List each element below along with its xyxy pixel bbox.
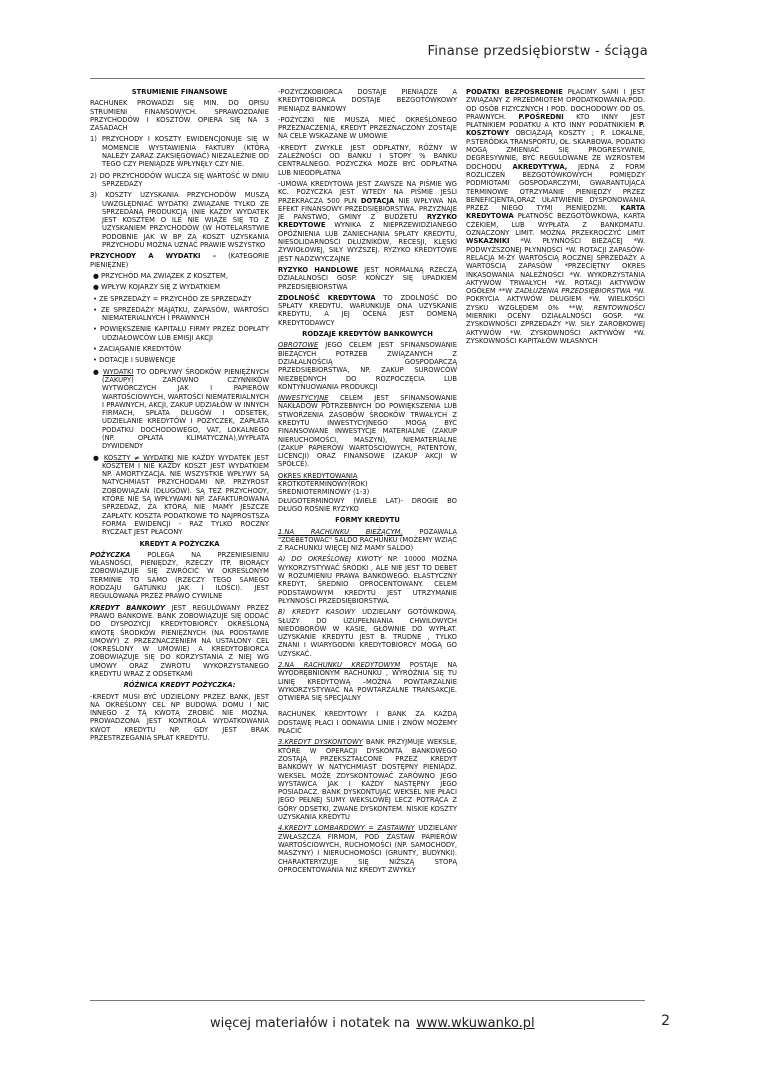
term: WYDATKI bbox=[102, 367, 134, 376]
heading-rodzaje-kredytow: RODZAJE KREDYTÓW BANKOWYCH bbox=[302, 330, 433, 339]
bullet-item: ● PRZYCHÓD MA ZWIĄZEK Z KOSZTEM, bbox=[93, 271, 228, 280]
term: A) DO OKREŚLONEJ KWOTY bbox=[278, 555, 382, 564]
paragraph: -POŻYCZKOBIORCA DOSTAJE PIENIĄDZE A KREDYTOBIORCA DOSTAJE BEZGOTÓWKOWY PIENIĄDZ BANKOWY bbox=[278, 88, 457, 113]
text: UDZIELANY GOTÓWKOWĄ. SŁUŻY DO UZUPEŁNIANIA CHWILOWYCH NIEDOBORÓW W KASIE, GŁÓWNIE DO WYPŁAT. UZYSKANIE KREDYTU JEST B. TRUDNE , TYLKO ZNANI I WIARYGODNI KREDYTOBIORCY MOGĄ GO UZYSKAĆ. bbox=[278, 608, 457, 658]
numbered-item: 1) PRZYCHODY I KOSZTY EWIDENCJONUJE SIĘ W MOMENCIE WYSTAWIENIA FAKTURY (KTÓRĄ NALEŻY ZARAZ ZAKSIĘGOWAĆ) NIEZALEŻNIE OD TEGO CZY PIENIĄDZE WPŁYNĘŁY CZY NIE. bbox=[90, 135, 269, 169]
text: JEDNA Z FORM ROZLICZEŃ BEZGOTÓWKOWYCH POMIĘDZY PODMIOTAMI GOSPODARCZYMI, GWARANTUJĄCA TERMINOWE OTRZYMANIE PIENIĘDZY PRZEZ BENEFICJENTA,ORAZ UŁATWIENIE DYSPONOWANIA PRZEZ NIEGO TYMI PIENIĘDZMI. bbox=[466, 162, 645, 213]
term: PRZYCHODY A WYDATKI – bbox=[90, 252, 217, 261]
paragraph-umowa-dotacja-ryzyko bbox=[278, 180, 457, 263]
term: 4.KREDYT LOMBARDOWY = ZASTAWNY bbox=[278, 824, 415, 833]
footer bbox=[210, 1016, 535, 1031]
page-number: 2 bbox=[661, 1013, 670, 1029]
bullet-item: • POWIĘKSZENIE KAPITAŁU FIRMY PRZEZ DOPŁATY UDZIAŁOWCÓW LUB EMISJI AKCJI bbox=[93, 325, 269, 342]
text: TO ZDOLNOŚĆ DO SPŁATY KREDYTU. WARUNKUJE ONA UZYSKANIE KREDYTU, A JEJ OCENA JEST DOMENĄ KREDYTODAWCY bbox=[278, 293, 457, 327]
page-header-title: Finanse przedsiębiorstw - ściąga bbox=[427, 44, 648, 59]
term: 1.NA RACHUNKU BIEŻĄCYM, bbox=[278, 527, 403, 536]
text: POSTAJE NA WYODRĘBNIONYM RACHUNKU , WYRÓŻNIA SIĘ TU LINIĘ KREDYTOWĄ –MOŻNA POWTARZALNIE WYKORZYSTYWAĆ NA POWTARZALNE TRANSAKCJE. OTWIERA SIĘ SPECJALNY bbox=[278, 661, 457, 703]
list-item: KRÓTKOTERMINOWY(ROK) bbox=[278, 480, 368, 489]
paragraph: RACHUNEK KREDYTOWY I BANK ZA KAŻDĄ DOSTAWĘ PŁACI I ODNAWIA LINIE I ZNÓW MOŻEMY PŁACIĆ bbox=[278, 710, 457, 736]
text: *W. PŁYNNOŚCI BIEŻĄCEJ *W. PODWYŻSZONEJ PŁYNNOŚCI *W. ROTACJI ZAPASÓW-RELACJA M-ŻY WARTOŚCIĄ ROCZNEJ SPRZEDAŻY A WARTOŚCIĄ ZAPASÓW *PRZECIĘTNY OKRES INKASOWANIA NALEŻNOŚCI *W. WYKORZYSTANIA AKTYWÓW TRWAŁYCH *W. ROTACJI AKTYWÓW OGÓŁEM **W bbox=[466, 237, 645, 296]
text: KTO INNY JEST PŁATNIKIEM PODATKU A KTO INNY PODATNIKIEM bbox=[466, 112, 645, 130]
term: P. KOSZTOWY bbox=[466, 121, 645, 138]
term: RENTOWNOŚCI bbox=[593, 303, 645, 312]
paragraph-okres bbox=[278, 472, 457, 480]
term: 2.NA RACHUNKU KREDYTOWYM bbox=[278, 661, 401, 669]
numbered-item: 3) KOSZTY UZYSKANIA PRZYCHODÓW MUSZĄ UWZGLĘDNIAĆ WYDATKI ZWIĄZANE TYLKO ZE SPRZEDANĄ PRODUKCJĄ (NIE KAŻDY WYDATEK JEST KOSZTEM O ILE NIE WIĄŻE SIĘ TO Z UZYSKANIEM PRZYCHODÓW (W HOTELARSTWIE PODOBNIE JAK W BP ZA KOSZT UZYSKANIA PRZYCHODU MOŻNA UZNAĆ PRAWIE WSZYSTKO bbox=[90, 191, 269, 250]
paragraph: RACHUNEK PROWADZI SIĘ MIN. DO OPISU STRUMIENI FINANSOWYCH. SPRAWOZDANIE PRZYCHODÓW I KOSZTÓW OPIERA SIĘ NA 3 ZASADACH bbox=[90, 99, 269, 133]
text: UDZIELANY ZWŁASZCZA FIRMOM, POD ZASTAW PAPIERÓW WARTOŚCIOWYCH, RUCHOMOŚCI (NP. SAMOCHODY, MASZYNY) I NIERUCHOMOŚCI (GRUNTY, BUDYNKI). CHARAKTERYZUJE SIĘ NIŻSZĄ STOPĄ OPROCENTOWANIA NIŻ KREDYT ZWYKŁY bbox=[278, 824, 457, 874]
text: JEST REGULOWANY PRZEZ PRAWO BANKOWE. BANK ZOBOWIĄZUJE SIĘ ODDAĆ DO DYSPOZYCJI KREDYTOBIORCY OKREŚLONĄ KWOTĘ ŚRODKÓW PIENIĘŻNYCH (NA PODSTAWIE UMOWY) Z PRZEZNACZENIEM NA USTALONY CEL (OKREŚLONY W UMOWIE) A KREDYTOBIORCA ZOBOWIĄZUJE SIĘ DO KORZYSTANIA Z NIEJ WG UMOWY ORAZ ZWROTU WYKORZYSTANEGO KREDYTU WRAZ Z ODSETKAMI bbox=[90, 603, 269, 678]
text: JEST NORMALNĄ RZECZĄ DZIAŁALNOŚCI GOSP. KOŃCZY SIĘ UPADKIEM PRZEDSIĘBIORSTWA bbox=[278, 265, 457, 291]
list-item: ŚREDNIOTERMINOWY (1-3) bbox=[278, 488, 370, 497]
term: 3.KREDYT DYSKONTOWY bbox=[278, 738, 363, 747]
text: TO ODPŁYWY ŚRODKÓW PIENIĘŻNYCH (ZAKUPY) ZARÓWNO CZYNNIKÓW WYTWÓRCZYCH JAK I PAPIERÓW WARTOŚCIOWYCH, WARTOŚCI NIEMATERIALNYCH I PRAWNYCH, AKCJI, ZAKUP UDZIAŁÓW W INNYCH FIRMACH, SPŁATA DŁUGÓW I ODSETEK, UDZIELANIE KREDYTÓW I POŻYCZEK, ZAPŁATA PODATKU DOCHODOWEGO, VAT, LOKALNEGO (NP. OPŁATA KLIMATYCZNA),WYPŁATA DYWIDENDY bbox=[102, 367, 269, 451]
term: WSKAZNIKI bbox=[466, 237, 510, 246]
term: KREDYT BANKOWY bbox=[90, 603, 166, 612]
footer-text: więcej materiałów i notatek na bbox=[210, 1016, 411, 1031]
text: NIE KAŻDY WYDATEK JEST KOSZTEM I NIE KAŻDY KOSZT JEST WYDATKIEM NP. AMORTYZACJA. NIE WSZYSTKIE WPŁYWY SĄ NATYCHMIAST PRZYCHODAMI NP. PRZYROST ZOBOWIĄZAŃ (DŁUGÓW). SĄ TEŻ PRZYCHODY, KTÓRE NIE SĄ WPŁYWAMI NP. ZAFAKTUROWANA SPRZEDAŻ, ZA KTÓRĄ NIE MAMY JESZCZE ZAPŁATY. KOSZTA PODATKOWE TO NAJPROSTSZA FORMA EWIDENCJI - RAZ TYLKO ROCZNY RYCZAŁT JEST PŁACONY bbox=[102, 453, 269, 537]
paragraph: -POŻYCZKI NIE MUSZĄ MIEĆ OKREŚLONEGO PRZEZNACZENIA, KREDYT PRZEZNACZONY ZOSTAJE NA CELE WSKAZANE W UMOWIE bbox=[278, 115, 457, 141]
term: OBROTOWE bbox=[278, 341, 319, 350]
paragraph-okreslona-kwota bbox=[278, 555, 457, 605]
bullet-item-koszty bbox=[90, 454, 269, 537]
term: AKREDYTYWA, bbox=[512, 162, 568, 171]
term: P.POŚREDNI bbox=[518, 112, 564, 121]
heading-roznica: RÓŻNICA KREDYT POŻYCZKA: bbox=[123, 681, 236, 690]
paragraph-inwestycyjne bbox=[278, 394, 457, 469]
term: ZDOLNOŚĆ KREDYTOWA bbox=[278, 293, 376, 302]
paragraph-rachunek-biezacy bbox=[278, 528, 457, 553]
bullet-item: • ZACIĄGANIE KREDYTÓW bbox=[93, 345, 182, 354]
list-item: DŁUGOTERMINOWY (WIELE LAT)- DROGIE BO DŁUGO ROŚNIE RYZYKO bbox=[278, 496, 457, 513]
heading-formy-kredytu: FORMY KREDYTU bbox=[335, 516, 400, 525]
text: (KATEGORIE PIENIĘŻNE) bbox=[90, 252, 269, 269]
term: RYZYKO HANDLOWE bbox=[278, 265, 359, 274]
bullet-item: • DOTACJE I SUBWENCJE bbox=[93, 356, 176, 365]
bullet-mark: ● bbox=[93, 453, 104, 462]
paragraph: -KREDYT ZWYKLE JEST ODPŁATNY, RÓŻNY W ZALEŻNOŚCI OD BANKU I STOPY % BANKU CENTRALNEGO. POŻYCZKA MOŻE BYĆ ODPŁATNA LUB NIEODPŁATNA bbox=[278, 143, 457, 177]
text: *W. POKRYCIA AKTYWÓW DŁUGIEM *W. WIELKOŚCI ZYSKU WZGLĘDEM 0% **W. bbox=[466, 287, 645, 312]
text: NIE WPŁYWA NA EFEKT FINANSOWY PRZEDSIĘBIORSTWA. PRZYZNAJE JE PAŃSTWO, GMINY Z BUDŻETU bbox=[278, 196, 457, 222]
paragraph-podatki-wskazniki bbox=[466, 88, 645, 345]
content-columns bbox=[90, 88, 646, 993]
heading-strumienie: STRUMIENIE FINANSOWE bbox=[131, 88, 228, 96]
heading-kredyt-pozyczka: KREDYT A POŻYCZKA bbox=[139, 539, 220, 548]
header-divider bbox=[90, 78, 645, 79]
text: CELEM JEST SFINANSOWANIE NAKŁADÓW POTRZEBNYCH DO POWIĘKSZENIA LUB STWORZENIA ZASOBÓW ŚRODKÓW TRWAŁYCH Z KREDYTU INWESTYCYJNEGO MOGĄ BYĆ FINANSOWANE INWESTYCJE MATERIALNE (ZAKUP NIERUCHOMOŚCI, MASZYN), NIEMATERIALNE (ZAKUP PAPIERÓW WARTOŚCIOWYCH, PATENTÓW, LICENCJI) ORAZ FINANSOWE (ZAKUP AKCJI W SPÓŁCE). bbox=[278, 394, 457, 469]
term: B) KREDYT KASOWY bbox=[278, 608, 356, 617]
text: JEGO CELEM JEST SFINANSOWANIE BIEŻĄCYCH POTRZEB ZWIĄZANYCH Z DZIAŁALNOŚCIĄ GOSPODARCZĄ PRZEDSIĘBIORSTWA, NP. ZAKUP SUROWCÓW NIEZBĘDNYCH DO ROZPOCZĘCIA LUB KONTYNUOWANIA PRODUKCJI bbox=[278, 341, 457, 391]
text: PŁATNOŚĆ BEZGOTÓWKOWA, KARTA CZEKIEM, LUB WYPŁATA Z BANKOMATU. OZNACZONY LIMIT. MOŻNA PRZEKROCZYĆ LIMIT bbox=[466, 212, 645, 238]
text: OBCIĄŻAJĄ KOSZTY ; P. LOKALNE, P.STERÓDKA TRANSPORTU, OŁ. SKARBOWA. PODATKI MOGĄ ZMIENIAĆ SIĘ PROGRESYWNIE, DEGRESYWNIE, BYĆ REGULOWANE ZE WZROSTEM DOCHODU bbox=[466, 129, 645, 171]
column-middle bbox=[278, 88, 457, 993]
paragraph: -KREDYT MUSI BYĆ UDZIELONY PRZEZ BANK, JEST NA OKREŚLONY CEL NP BUDOWA DOMU I NIC INNEGO Z TĄ KWOTĄ ZROBIĆ NIE MOŻNA. PROWADZONA JEST KONTROLA WYDATKOWANIA KWOT KREDYTU NP. GDY JEST BRAK PRZESTRZEGANIA SPŁAT KREDYTU. bbox=[90, 692, 269, 743]
bullet-item: ● WPŁYW KOJARZY SIĘ Z WYDATKIEM bbox=[93, 283, 221, 292]
text: POZAWALA "ZDEBETOWAĆ" SALDO RACHUNKU (MOŻEMY WZIĄĆ Z RACHUNKU WIĘCEJ NIŻ MAMY SALDO) bbox=[278, 527, 457, 553]
bullet-item: • ZE SPRZEDAŻY = PRZYCHÓD ZE SPRZEDAŻY bbox=[93, 294, 252, 303]
text: NP. 10000 MOŻNA WYKORZYSTYWAĆ ŚRODKI , ALE NIE JEST TO DEBET W ROZUMIENIU PRAWA BANKOWEGO. ELASTYCZNY KREDYT, ŚREDNIO OPROCENTOWANY. CELEM PODSTAWOWYM KREDYTU JEST UTRZYMANIE PŁYNNOŚCI PRZEDSIĘBIORSTWA. bbox=[278, 555, 457, 605]
paragraph-dyskontowy bbox=[278, 738, 457, 821]
text: PŁACIMY SAMI I JEST ZWIĄZANY Z PRZEDMIOTEM OPODATKOWANIA:POD. OD OSÓB FIZYCZNYCH I POD. DOCHODOWY OD OS. PRAWNYCH. bbox=[466, 88, 645, 121]
bullet-item: • ZE SPRZEDAŻY MAJĄTKU, ZAPASÓW, WARTOŚCI NIEMATERIALNYCH I PRAWNYCH bbox=[93, 305, 269, 323]
paragraph-kredyt-kasowy bbox=[278, 608, 457, 658]
column-left bbox=[90, 88, 269, 993]
term: KARTA KREDYTOWA bbox=[466, 204, 645, 221]
text: POLEGA NA PRZENIESIENIU WŁASNOŚCI, PIENIĘDZY, RZECZY ITP. BIORĄCY ZOBOWIĄZUJE SIĘ ZWRÓCIĆ W OKREŚLONYM TERMINIE TO SAMO (RZECZY TEGO SAMEGO RODZAJU GATUNKU JAK I ILOŚCI). JEST REGULOWANA PRZEZ PRAWO CYWILNE bbox=[90, 550, 269, 601]
bullet-item-wydatki bbox=[90, 368, 269, 451]
text: MIERNIKI OCENY DZIAŁALNOŚCI GOSP. *W. ZYSKOWNOŚCI ZPRZEDAŻY *W. SIŁY ZAROBKOWEJ AKTYWÓW *W. ZYSKOWNOŚCI AKTYWÓW *W. ZYSKOWNOŚCI KAPITAŁÓW WŁASNYCH bbox=[466, 312, 645, 345]
paragraph-lombardowy bbox=[278, 824, 457, 874]
footer-link[interactable]: www.wkuwanko.pl bbox=[416, 1016, 535, 1031]
term: RYZYKO KREDYTOWE bbox=[278, 213, 457, 230]
paragraph-rachunek-kredytowy bbox=[278, 661, 457, 702]
footer-divider bbox=[90, 1000, 645, 1001]
term: OKRES bbox=[278, 471, 301, 480]
paragraph-kredyt-bankowy bbox=[90, 604, 269, 679]
bullet-mark: ● bbox=[93, 367, 103, 376]
text: KREDYTOWANIA bbox=[300, 471, 358, 480]
text: -UMOWA KREDYTOWA JEST ZAWSZE NA PIŚMIE WG KC. POŻYCZKA JEST WTEDY NA PIŚMIE JEŚLI PRZEKRACZA 500 PLN bbox=[278, 179, 457, 205]
text: WYNIKA Z NIEPRZEWIDZIANEGO OPÓŹNIENIA LUB ZANIECHANIA SPŁATY KREDYTU, NIESOLIDARNOŚCI DŁUŻNIKÓW, RECESJI, KLĘSKI ŻYWIOŁOWEJ, SIŁY WYŻSZEJ. RYZYKO KREDYTOWE JEST NADZWYCZAJNE bbox=[278, 221, 457, 263]
term: KOSZTY ≠ WYDATKI bbox=[103, 453, 174, 462]
paragraph-obrotowe bbox=[278, 341, 457, 391]
paragraph-pozyczka bbox=[90, 551, 269, 601]
term: ZADŁUŻENIA PRZEDSIĘBIORSTWA bbox=[514, 287, 631, 296]
term: DOTACJA bbox=[360, 196, 395, 205]
term: INWESTYCYJNE bbox=[278, 394, 329, 403]
heading-przychody-wydatki bbox=[90, 252, 269, 269]
paragraph-zdolnosc bbox=[278, 294, 457, 327]
paragraph-ryzyko-handlowe bbox=[278, 266, 457, 291]
text: BANK PRZYJMUJE WEKSLE, KTÓRE W OPERACJI DYSKONTA BANKOWEGO ZOSTAJĄ PRZEKSZTAŁCONE PRZEZ KREDYT BANKOWY W NATYCHMIAST DOSTĘPNY PIENIĄDZ. WEKSEL MOŻE ZDYSKONTOWAĆ ZARÓWNO JEGO WYSTAWCA JAK I KAŻDY NASTĘPNY JEGO POSIADACZ. BANK DYSKONTUJĄC WEKSEL NIE PŁACI JEGO PEŁNEJ SUMY WEKSLOWEJ LECZ POTRĄCA Z GÓRY ODSETKI, ZWANE DYSKONTEM. NISKIE KOSZTY UZYSKANIA KREDYTU bbox=[278, 738, 457, 822]
numbered-item: 2) DO PRZYCHODÓW WLICZA SIĘ WARTOŚĆ W DNIU SPRZEDAŻY bbox=[90, 171, 269, 188]
term: POŻYCZKA bbox=[90, 550, 131, 559]
term: PODATKI BEZPOŚREDNIE bbox=[466, 88, 563, 96]
column-right bbox=[466, 88, 645, 993]
